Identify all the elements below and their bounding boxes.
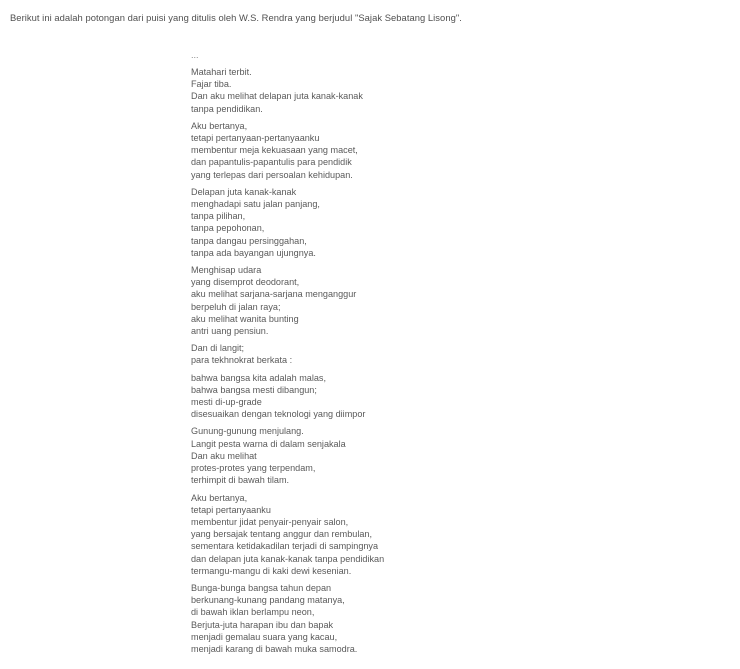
poem-line: menghadapi satu jalan panjang,: [191, 199, 320, 210]
poem-line: tanpa pendidikan.: [191, 103, 263, 114]
poem-line: dan delapan juta kanak-kanak tanpa pendidikan: [191, 553, 385, 564]
poem-line: Matahari terbit.: [191, 67, 252, 77]
poem-line: Dan aku melihat: [191, 450, 257, 461]
poem-line: terhimpit di bawah tilam.: [191, 475, 290, 486]
poem-line: aku melihat wanita bunting: [191, 313, 299, 324]
poem-line: berkunang-kunang pandang matanya,: [191, 595, 345, 606]
poem-line: tetapi pertanyaan-pertanyaanku: [191, 133, 320, 144]
poem-line: tanpa pepohonan,: [191, 223, 265, 234]
poem-line: tanpa pilihan,: [191, 211, 246, 222]
poem-line: yang terlepas dari persoalan kehidupan.: [191, 169, 353, 180]
poem-line: Aku bertanya,: [191, 120, 248, 131]
poem-line: membentur jidat penyair-penyair salon,: [191, 516, 349, 527]
poem-line: Menghisap udara: [191, 265, 262, 276]
poem: [191, 48, 551, 660]
poem-line: Delapan juta kanak-kanak: [191, 186, 297, 197]
poem-line: menjadi gemalau suara yang kacau,: [191, 631, 338, 642]
poem-line: protes-protes yang terpendam,: [191, 463, 316, 474]
poem-line: aku melihat sarjana-sarjana menganggur: [191, 289, 357, 300]
poem-stanza: [191, 372, 551, 421]
poem-line: antri uang pensiun.: [191, 326, 269, 337]
poem-line: di bawah iklan berlampu neon,: [191, 607, 315, 618]
poem-line: tetapi pertanyaanku: [191, 504, 271, 515]
poem-stanza: [191, 186, 551, 259]
poem-line: membentur meja kekuasaan yang macet,: [191, 145, 358, 156]
poem-stanza: [191, 492, 551, 577]
poem-line: para tekhnokrat berkata :: [191, 355, 293, 366]
poem-line: yang disemprot deodorant,: [191, 277, 300, 288]
intro-text: Berikut ini adalah potongan dari puisi yang ditulis oleh W.S. Rendra yang berjudul "Sajak Sebatang Lisong".: [10, 12, 462, 23]
poem-line: Aku bertanya,: [191, 492, 248, 503]
poem-line: menjadi karang di bawah muka samodra.: [191, 643, 358, 654]
poem-line: yang bersajak tentang anggur dan rembulan,: [191, 529, 372, 540]
poem-line: berpeluh di jalan raya;: [191, 301, 281, 312]
poem-line: Dan aku melihat delapan juta kanak-kanak: [191, 91, 363, 102]
poem-stanza: [191, 264, 551, 337]
poem-line: Berjuta-juta harapan ibu dan bapak: [191, 619, 334, 630]
poem-line: Gunung-gunung menjulang.: [191, 426, 304, 437]
poem-line: termangu-mangu di kaki dewi kesenian.: [191, 565, 352, 576]
poem-line: Langit pesta warna di dalam senjakala: [191, 438, 346, 449]
poem-stanza: [191, 582, 551, 655]
poem-line: Fajar tiba.: [191, 79, 232, 90]
poem-stanza: [191, 425, 551, 486]
poem-ellipsis: ...: [191, 50, 199, 60]
poem-stanza: [191, 120, 551, 181]
poem-line: Dan di langit;: [191, 343, 245, 354]
poem-line: tanpa dangau persinggahan,: [191, 235, 307, 246]
poem-line: Bunga-bunga bangsa tahun depan: [191, 582, 332, 593]
poem-stanza: [191, 342, 551, 366]
poem-line: disesuaikan dengan teknologi yang diimpor: [191, 409, 366, 420]
poem-line: dan papantulis-papantulis para pendidik: [191, 157, 352, 168]
poem-line: bahwa bangsa mesti dibangun;: [191, 384, 317, 395]
poem-line: tanpa ada bayangan ujungnya.: [191, 247, 316, 258]
poem-line: bahwa bangsa kita adalah malas,: [191, 372, 326, 383]
poem-line: mesti di-up-grade: [191, 397, 262, 408]
poem-line: sementara ketidakadilan terjadi di sampingnya: [191, 541, 379, 552]
poem-stanza: [191, 66, 551, 115]
